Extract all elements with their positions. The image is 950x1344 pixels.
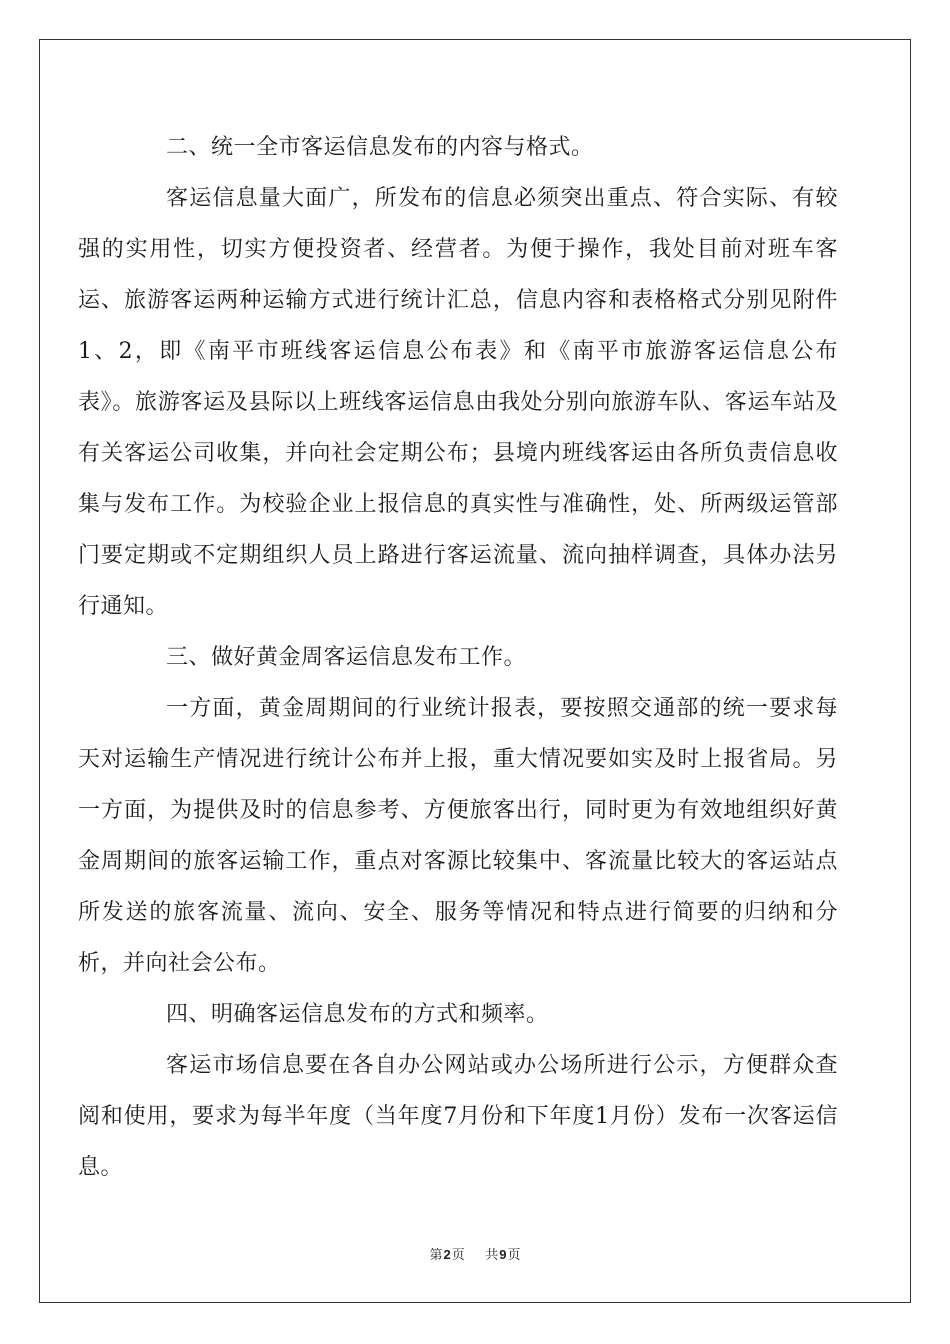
section-heading-3: 三、做好黄金周客运信息发布工作。 <box>166 645 527 670</box>
section-heading-2: 二、统一全市客运信息发布的内容与格式。 <box>166 135 594 160</box>
total-page-count: 9 <box>499 1247 507 1262</box>
current-page-number: 2 <box>443 1247 451 1262</box>
paragraph-publish-method: 客运市场信息要在各自办公网站或办公场所进行公示，方便群众查阅和使用，要求为每半年度（当年度7月份和下年度1月份）发布一次客运信息。 <box>78 1053 838 1180</box>
paragraph-content-format: 客运信息量大面广，所发布的信息必须突出重点、符合实际、有较强的实用性，切实方便投资者、经营者。为便于操作，我处目前对班车客运、旅游客运两种运输方式进行统计汇总，信息内容和表格格式分别见附件1、2，即《南平市班线客运信息公布表》和《南平市旅游客运信息公布表》。旅游客运及县际以上班线客运信息由我处分别向旅游车队、客运车站及有关客运公司收集，并向社会定期公布；县境内班线客运由各所负责信息收集与发布工作。为校验企业上报信息的真实性与准确性，处、所两级运管部门要定期或不定期组织人员上路进行客运流量、流向抽样调查，具体办法另行通知。 <box>78 186 838 619</box>
document-body <box>78 122 838 1193</box>
total-pages-indicator: 共9页 <box>485 1247 521 1263</box>
page-indicator: 第2页 <box>429 1247 465 1263</box>
paragraph-golden-week: 一方面，黄金周期间的行业统计报表，要按照交通部的统一要求每天对运输生产情况进行统计公布并上报，重大情况要如实及时上报省局。另一方面，为提供及时的信息参考、方便旅客出行，同时更为有效地组织好黄金周期间的旅客运输工作，重点对客源比较集中、客流量比较大的客运站点所发送的旅客流量、流向、安全、服务等情况和特点进行简要的归纳和分析，并向社会公布。 <box>78 696 838 976</box>
page-footer <box>0 1244 950 1263</box>
section-heading-4: 四、明确客运信息发布的方式和频率。 <box>166 1002 549 1027</box>
